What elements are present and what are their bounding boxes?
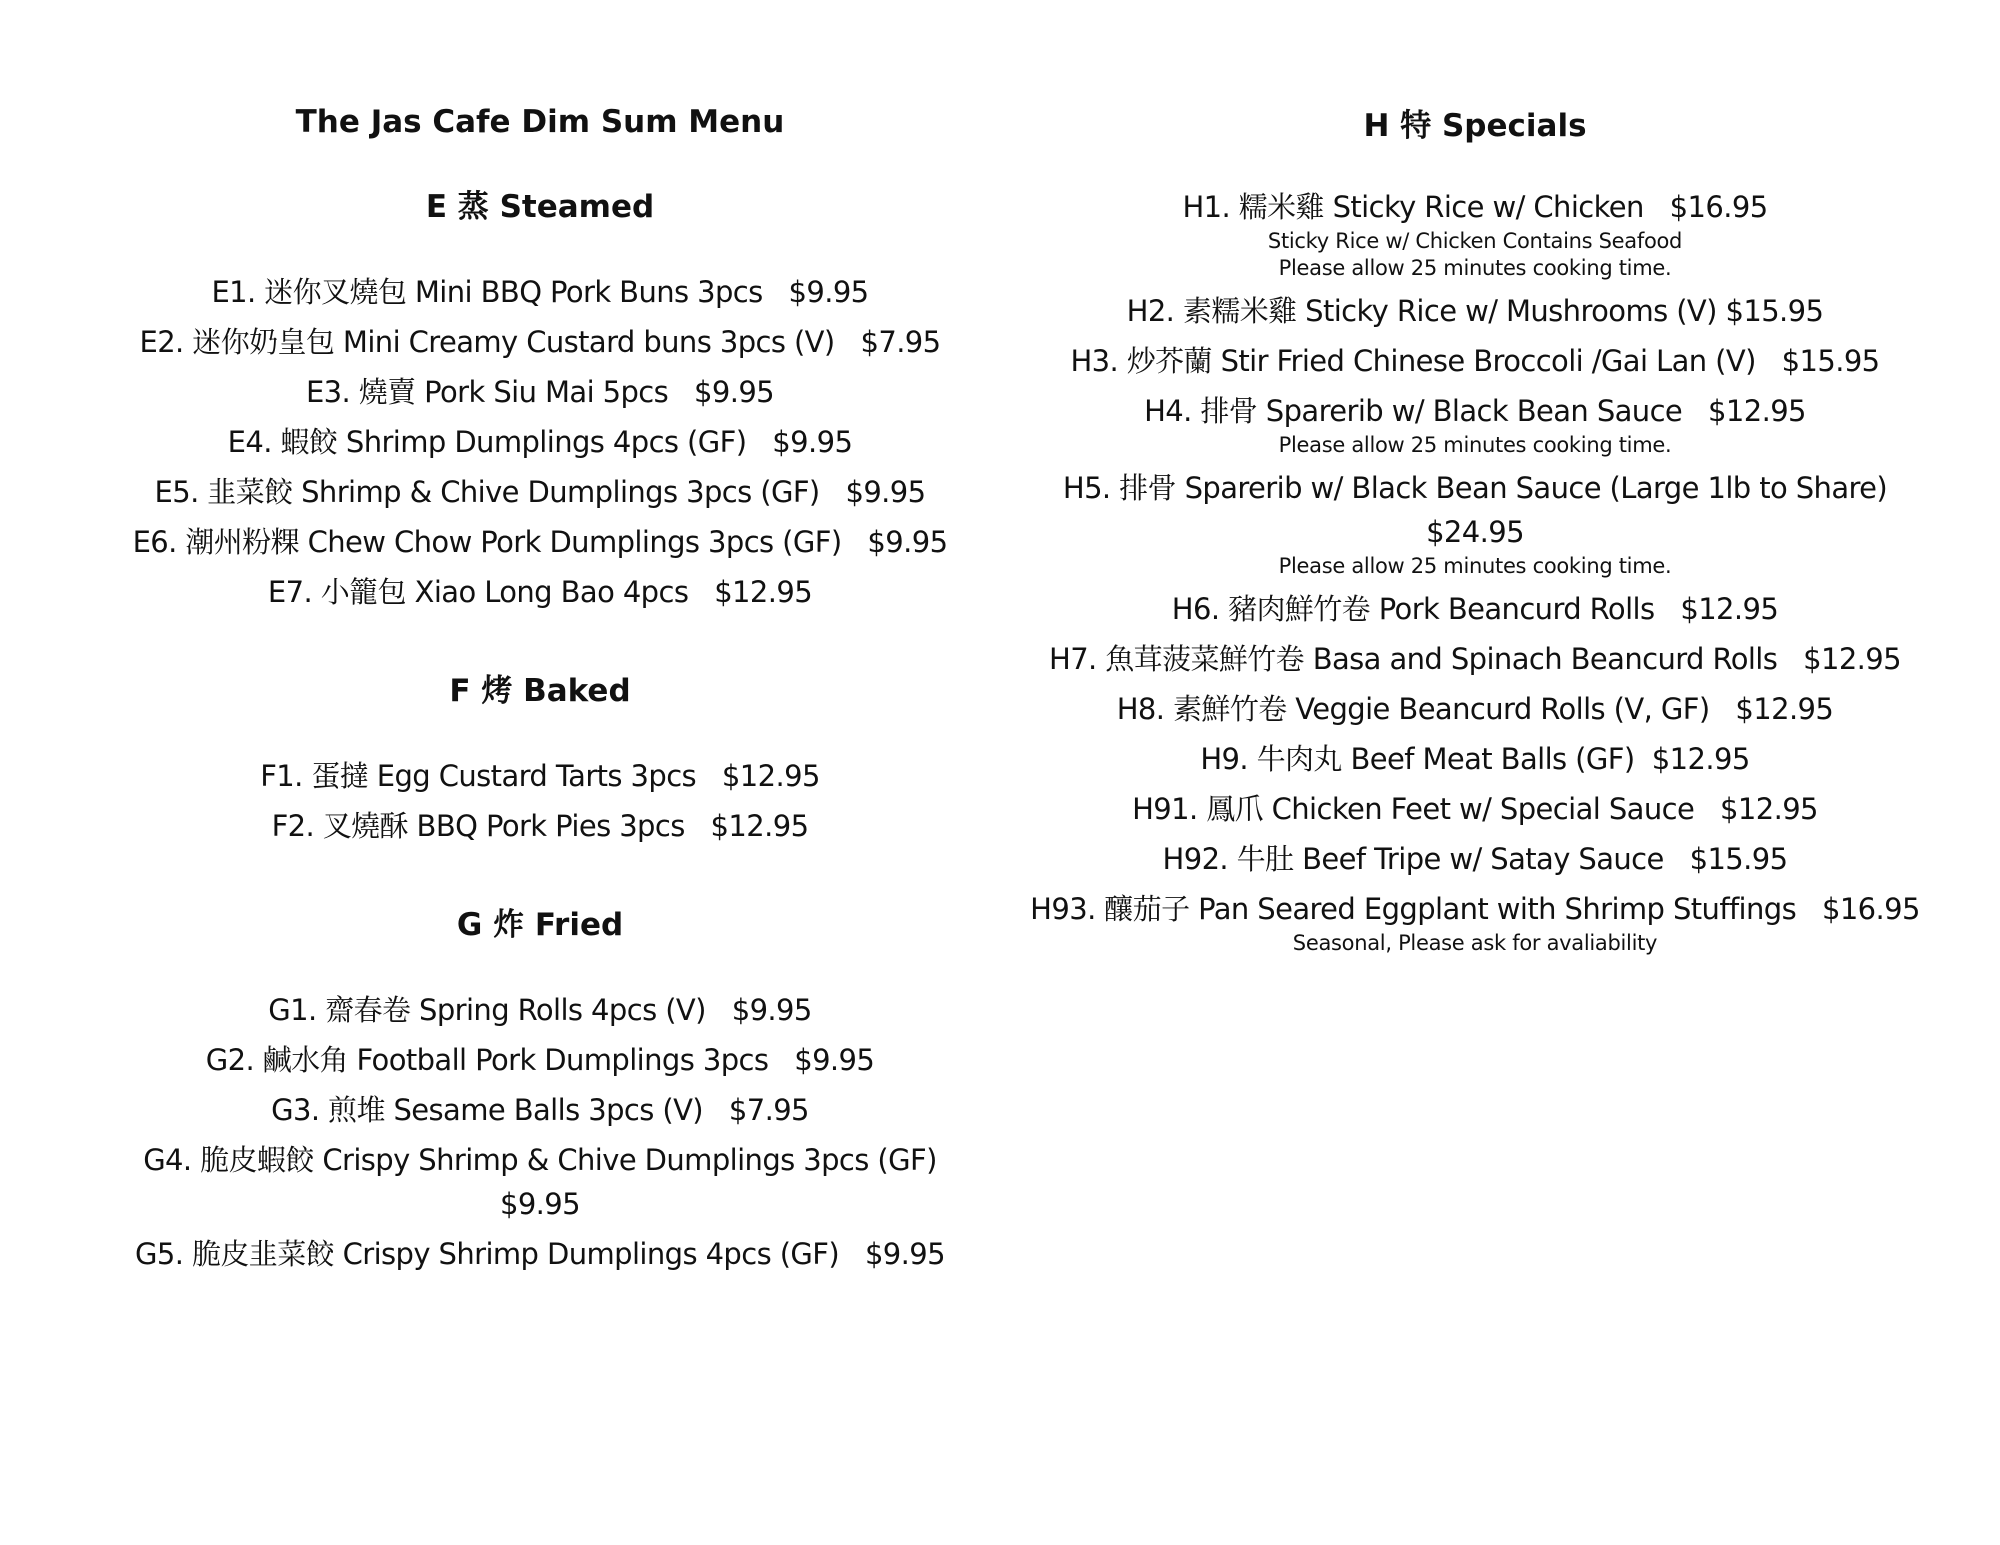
section-items-steamed: [90, 267, 990, 617]
menu-item-h93: H93. 釀茄子 Pan Seared Eggplant with Shrimp Stuffings $16.95: [1030, 892, 1920, 926]
menu-item-h9: H9. 牛肉丸 Beef Meat Balls (GF) $12.95: [1200, 742, 1750, 776]
section-heading-steamed: E 蒸 Steamed: [425, 189, 655, 225]
menu-item-e2: E2. 迷你奶皇包 Mini Creamy Custard buns 3pcs (V) $7.95: [139, 325, 941, 359]
section-heading-specials: H 特 Specials: [1363, 108, 1587, 144]
left-column: [90, 95, 990, 1327]
item-note: Please allow 25 minutes cooking time.: [1278, 433, 1672, 457]
menu-item-g4: G4. 脆皮蝦餃 Crispy Shrimp & Chive Dumplings 3pcs (GF) $9.95: [143, 1143, 937, 1221]
item-note: Sticky Rice w/ Chicken Contains Seafood: [1267, 229, 1683, 253]
menu-item-e7: E7. 小籠包 Xiao Long Bao 4pcs $12.95: [267, 575, 813, 609]
section-heading-baked: F 烤 Baked: [449, 673, 631, 709]
menu-item-g1: G1. 齋春卷 Spring Rolls 4pcs (V) $9.95: [268, 993, 812, 1027]
menu-item-h91: H91. 鳳爪 Chicken Feet w/ Special Sauce $12.95: [1132, 792, 1818, 826]
menu-item-e4: E4. 蝦餃 Shrimp Dumplings 4pcs (GF) $9.95: [227, 425, 853, 459]
menu-item-h3: H3. 炒芥蘭 Stir Fried Chinese Broccoli /Gai Lan (V) $15.95: [1070, 344, 1880, 378]
section-items-baked: [90, 751, 990, 851]
menu-item-e6: E6. 潮州粉粿 Chew Chow Pork Dumplings 3pcs (GF) $9.95: [132, 525, 948, 559]
menu-title: The Jas Cafe Dim Sum Menu: [295, 104, 785, 140]
menu-item-f1: F1. 蛋撻 Egg Custard Tarts 3pcs $12.95: [260, 759, 820, 793]
menu-item-e3: E3. 燒賣 Pork Siu Mai 5pcs $9.95: [305, 375, 775, 409]
menu-item-h6: H6. 豬肉鮮竹卷 Pork Beancurd Rolls $12.95: [1171, 592, 1779, 626]
menu-item-g3: G3. 煎堆 Sesame Balls 3pcs (V) $7.95: [271, 1093, 809, 1127]
section-heading-fried: G 炸 Fried: [456, 907, 624, 943]
section-items-specials: [1010, 182, 1940, 959]
item-note: Seasonal, Please ask for avaliability: [1292, 931, 1658, 955]
section-items-fried: [90, 985, 990, 1279]
menu-item-g2: G2. 鹹水角 Football Pork Dumplings 3pcs $9.95: [205, 1043, 875, 1077]
menu-item-h4: H4. 排骨 Sparerib w/ Black Bean Sauce $12.95: [1144, 394, 1806, 428]
item-note: Please allow 25 minutes cooking time.: [1278, 554, 1672, 578]
menu-item-h1: H1. 糯米雞 Sticky Rice w/ Chicken $16.95: [1182, 190, 1768, 224]
menu-item-h2: H2. 素糯米雞 Sticky Rice w/ Mushrooms (V) $15.95: [1126, 294, 1824, 328]
menu-item-h92: H92. 牛肚 Beef Tripe w/ Satay Sauce $15.95: [1162, 842, 1788, 876]
item-note: Please allow 25 minutes cooking time.: [1278, 256, 1672, 280]
menu-item-g5: G5. 脆皮韭菜餃 Crispy Shrimp Dumplings 4pcs (GF) $9.95: [135, 1237, 945, 1271]
menu-item-h7: H7. 魚茸菠菜鮮竹卷 Basa and Spinach Beancurd Rolls $12.95: [1048, 642, 1901, 676]
menu-item-e1: E1. 迷你叉燒包 Mini BBQ Pork Buns 3pcs $9.95: [211, 275, 869, 309]
right-column: [1010, 100, 1940, 1007]
menu-item-h5: H5. 排骨 Sparerib w/ Black Bean Sauce (Large 1lb to Share) $24.95: [1062, 471, 1888, 549]
menu-item-f2: F2. 叉燒酥 BBQ Pork Pies 3pcs $12.95: [271, 809, 809, 843]
menu-item-h8: H8. 素鮮竹卷 Veggie Beancurd Rolls (V, GF) $12.95: [1116, 692, 1834, 726]
menu-item-e5: E5. 韭菜餃 Shrimp & Chive Dumplings 3pcs (GF) $9.95: [154, 475, 926, 509]
